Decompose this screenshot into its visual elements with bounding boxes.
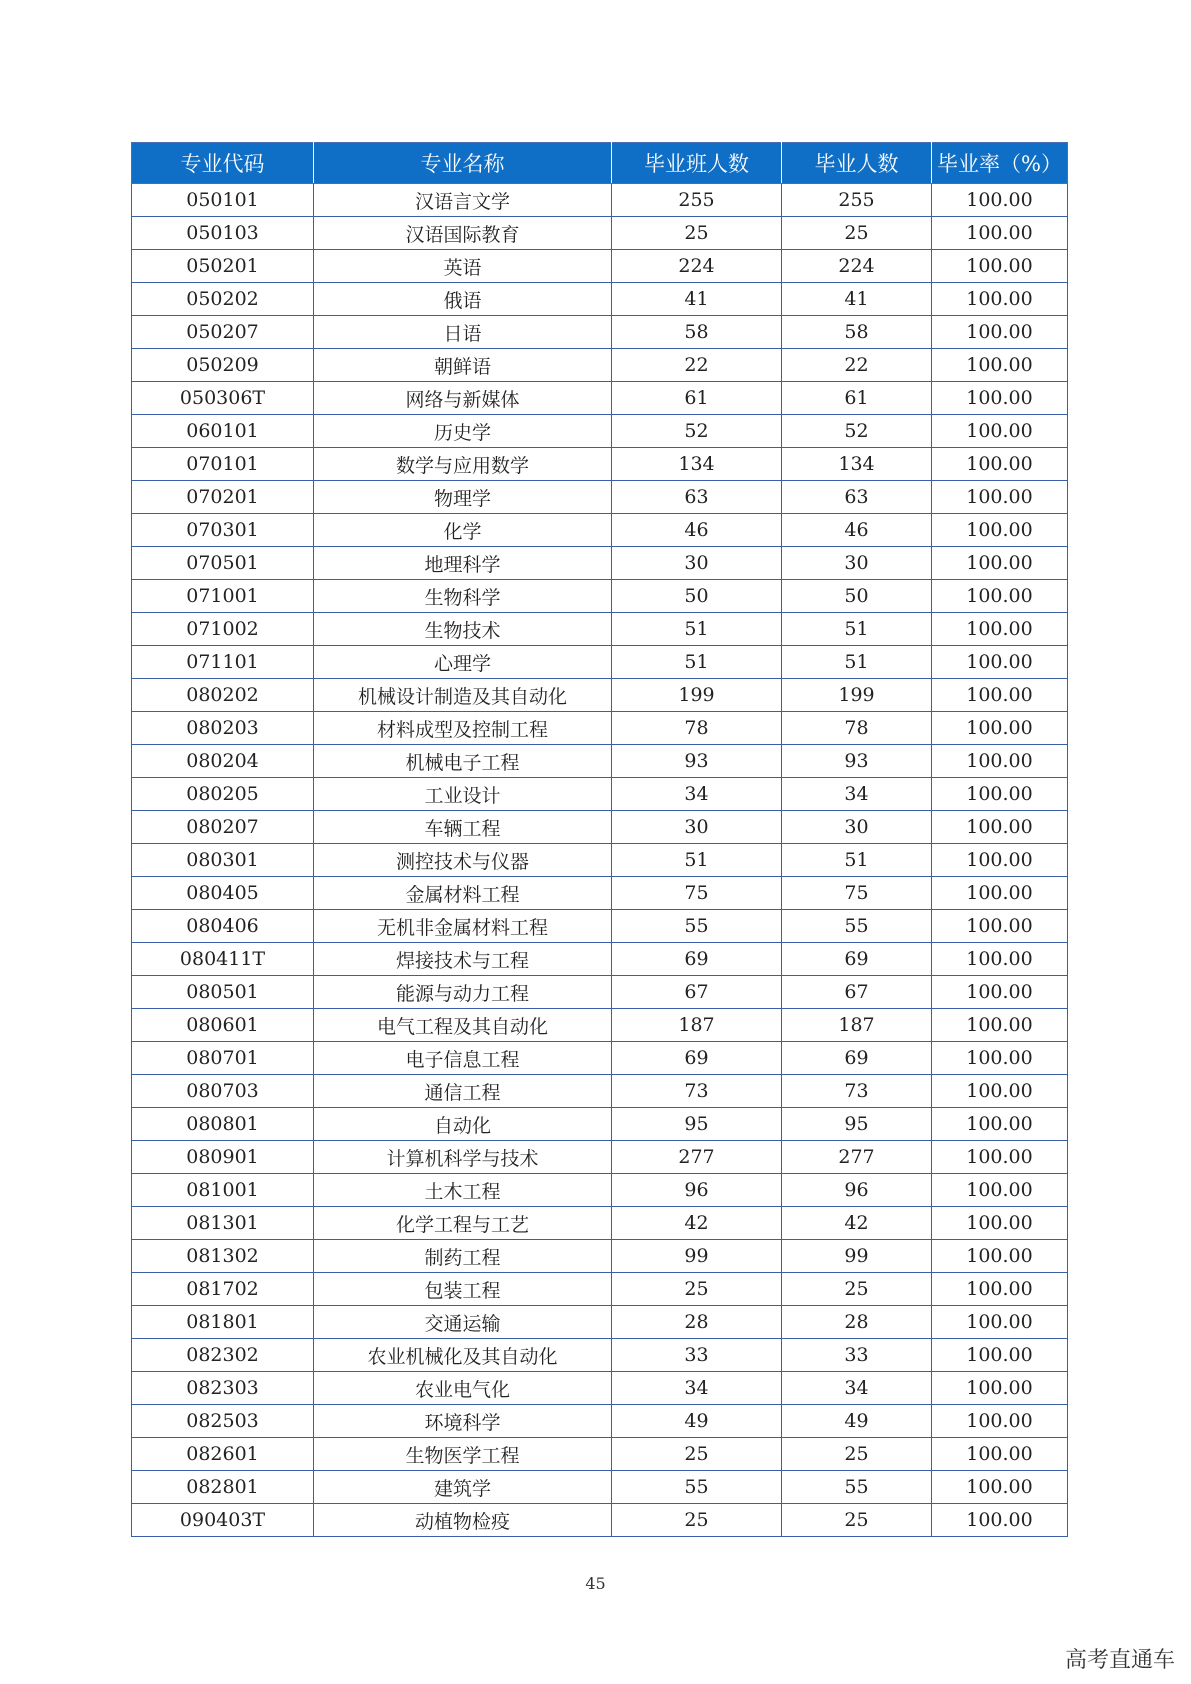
cell-class-count: 25 bbox=[612, 1273, 782, 1306]
table-row bbox=[132, 250, 1068, 283]
cell-graduate-count: 25 bbox=[782, 1273, 932, 1306]
cell-graduate-count: 28 bbox=[782, 1306, 932, 1339]
cell-class-count: 199 bbox=[612, 679, 782, 712]
table-row bbox=[132, 481, 1068, 514]
cell-class-count: 255 bbox=[612, 184, 782, 217]
cell-graduation-rate: 100.00 bbox=[932, 1174, 1068, 1207]
cell-major-name: 金属材料工程 bbox=[314, 877, 612, 910]
cell-graduate-count: 134 bbox=[782, 448, 932, 481]
cell-major-code: 071001 bbox=[132, 580, 314, 613]
table-row bbox=[132, 745, 1068, 778]
table-row bbox=[132, 646, 1068, 679]
cell-graduate-count: 51 bbox=[782, 646, 932, 679]
cell-graduate-count: 224 bbox=[782, 250, 932, 283]
table-row bbox=[132, 1108, 1068, 1141]
cell-class-count: 34 bbox=[612, 1372, 782, 1405]
cell-graduation-rate: 100.00 bbox=[932, 1207, 1068, 1240]
cell-major-name: 俄语 bbox=[314, 283, 612, 316]
cell-major-name: 机械设计制造及其自动化 bbox=[314, 679, 612, 712]
table-row bbox=[132, 547, 1068, 580]
cell-major-name: 电气工程及其自动化 bbox=[314, 1009, 612, 1042]
cell-major-code: 050207 bbox=[132, 316, 314, 349]
cell-graduate-count: 75 bbox=[782, 877, 932, 910]
cell-graduation-rate: 100.00 bbox=[932, 415, 1068, 448]
table-row bbox=[132, 1438, 1068, 1471]
cell-class-count: 33 bbox=[612, 1339, 782, 1372]
cell-graduation-rate: 100.00 bbox=[932, 778, 1068, 811]
cell-major-name: 动植物检疫 bbox=[314, 1504, 612, 1537]
cell-graduate-count: 78 bbox=[782, 712, 932, 745]
cell-class-count: 55 bbox=[612, 910, 782, 943]
graduation-rate-table bbox=[131, 142, 1068, 1537]
cell-graduate-count: 25 bbox=[782, 217, 932, 250]
cell-major-name: 建筑学 bbox=[314, 1471, 612, 1504]
cell-graduation-rate: 100.00 bbox=[932, 1273, 1068, 1306]
cell-graduate-count: 69 bbox=[782, 1042, 932, 1075]
cell-major-name: 化学 bbox=[314, 514, 612, 547]
cell-major-code: 081001 bbox=[132, 1174, 314, 1207]
table-row bbox=[132, 679, 1068, 712]
cell-graduate-count: 73 bbox=[782, 1075, 932, 1108]
table-row bbox=[132, 1273, 1068, 1306]
cell-graduation-rate: 100.00 bbox=[932, 646, 1068, 679]
cell-graduation-rate: 100.00 bbox=[932, 1240, 1068, 1273]
cell-graduation-rate: 100.00 bbox=[932, 1009, 1068, 1042]
cell-major-code: 050202 bbox=[132, 283, 314, 316]
table-row bbox=[132, 1372, 1068, 1405]
cell-class-count: 73 bbox=[612, 1075, 782, 1108]
cell-major-code: 050201 bbox=[132, 250, 314, 283]
table-row bbox=[132, 1207, 1068, 1240]
cell-class-count: 28 bbox=[612, 1306, 782, 1339]
cell-major-code: 080202 bbox=[132, 679, 314, 712]
table-row bbox=[132, 349, 1068, 382]
table-row bbox=[132, 580, 1068, 613]
cell-major-name: 汉语国际教育 bbox=[314, 217, 612, 250]
cell-major-name: 历史学 bbox=[314, 415, 612, 448]
cell-graduate-count: 199 bbox=[782, 679, 932, 712]
cell-major-name: 数学与应用数学 bbox=[314, 448, 612, 481]
cell-major-code: 050209 bbox=[132, 349, 314, 382]
cell-class-count: 277 bbox=[612, 1141, 782, 1174]
cell-graduation-rate: 100.00 bbox=[932, 316, 1068, 349]
cell-class-count: 51 bbox=[612, 844, 782, 877]
watermark-text: 高考直通车 bbox=[1064, 1648, 1175, 1673]
cell-major-name: 化学工程与工艺 bbox=[314, 1207, 612, 1240]
cell-major-name: 土木工程 bbox=[314, 1174, 612, 1207]
table-row bbox=[132, 514, 1068, 547]
cell-major-name: 制药工程 bbox=[314, 1240, 612, 1273]
cell-class-count: 30 bbox=[612, 547, 782, 580]
cell-class-count: 51 bbox=[612, 613, 782, 646]
cell-graduation-rate: 100.00 bbox=[932, 745, 1068, 778]
cell-major-code: 080204 bbox=[132, 745, 314, 778]
cell-class-count: 30 bbox=[612, 811, 782, 844]
table-row bbox=[132, 1471, 1068, 1504]
header-graduate-count: 毕业人数 bbox=[782, 143, 932, 184]
cell-major-name: 网络与新媒体 bbox=[314, 382, 612, 415]
cell-class-count: 49 bbox=[612, 1405, 782, 1438]
cell-class-count: 69 bbox=[612, 943, 782, 976]
table-body bbox=[132, 184, 1068, 1537]
cell-graduation-rate: 100.00 bbox=[932, 844, 1068, 877]
cell-major-code: 082801 bbox=[132, 1471, 314, 1504]
cell-class-count: 96 bbox=[612, 1174, 782, 1207]
cell-major-code: 070201 bbox=[132, 481, 314, 514]
cell-major-code: 050101 bbox=[132, 184, 314, 217]
table-row bbox=[132, 943, 1068, 976]
cell-major-name: 生物医学工程 bbox=[314, 1438, 612, 1471]
cell-graduate-count: 52 bbox=[782, 415, 932, 448]
cell-graduation-rate: 100.00 bbox=[932, 1075, 1068, 1108]
cell-graduate-count: 58 bbox=[782, 316, 932, 349]
cell-class-count: 58 bbox=[612, 316, 782, 349]
cell-major-name: 无机非金属材料工程 bbox=[314, 910, 612, 943]
cell-graduate-count: 42 bbox=[782, 1207, 932, 1240]
cell-major-code: 080301 bbox=[132, 844, 314, 877]
cell-graduation-rate: 100.00 bbox=[932, 910, 1068, 943]
cell-graduate-count: 49 bbox=[782, 1405, 932, 1438]
table-row bbox=[132, 415, 1068, 448]
cell-class-count: 67 bbox=[612, 976, 782, 1009]
cell-graduation-rate: 100.00 bbox=[932, 943, 1068, 976]
cell-major-code: 070501 bbox=[132, 547, 314, 580]
cell-graduate-count: 96 bbox=[782, 1174, 932, 1207]
cell-major-code: 080406 bbox=[132, 910, 314, 943]
cell-class-count: 224 bbox=[612, 250, 782, 283]
cell-graduate-count: 41 bbox=[782, 283, 932, 316]
cell-graduate-count: 25 bbox=[782, 1504, 932, 1537]
cell-major-code: 080203 bbox=[132, 712, 314, 745]
cell-class-count: 63 bbox=[612, 481, 782, 514]
cell-graduation-rate: 100.00 bbox=[932, 250, 1068, 283]
table-header bbox=[132, 143, 1068, 184]
cell-graduation-rate: 100.00 bbox=[932, 448, 1068, 481]
cell-major-code: 090403T bbox=[132, 1504, 314, 1537]
cell-graduate-count: 50 bbox=[782, 580, 932, 613]
cell-major-code: 082302 bbox=[132, 1339, 314, 1372]
cell-graduation-rate: 100.00 bbox=[932, 580, 1068, 613]
cell-major-code: 050306T bbox=[132, 382, 314, 415]
cell-graduate-count: 277 bbox=[782, 1141, 932, 1174]
cell-graduate-count: 255 bbox=[782, 184, 932, 217]
cell-major-code: 080901 bbox=[132, 1141, 314, 1174]
header-major-code: 专业代码 bbox=[132, 143, 314, 184]
cell-major-code: 050103 bbox=[132, 217, 314, 250]
cell-class-count: 41 bbox=[612, 283, 782, 316]
table-row bbox=[132, 1504, 1068, 1537]
cell-graduate-count: 51 bbox=[782, 613, 932, 646]
cell-graduate-count: 30 bbox=[782, 811, 932, 844]
cell-graduation-rate: 100.00 bbox=[932, 712, 1068, 745]
cell-major-code: 082303 bbox=[132, 1372, 314, 1405]
cell-graduation-rate: 100.00 bbox=[932, 184, 1068, 217]
cell-graduate-count: 61 bbox=[782, 382, 932, 415]
cell-graduation-rate: 100.00 bbox=[932, 217, 1068, 250]
cell-major-name: 车辆工程 bbox=[314, 811, 612, 844]
cell-class-count: 99 bbox=[612, 1240, 782, 1273]
cell-graduation-rate: 100.00 bbox=[932, 1108, 1068, 1141]
cell-graduation-rate: 100.00 bbox=[932, 1438, 1068, 1471]
cell-major-code: 081801 bbox=[132, 1306, 314, 1339]
cell-class-count: 50 bbox=[612, 580, 782, 613]
cell-major-code: 080207 bbox=[132, 811, 314, 844]
cell-major-name: 英语 bbox=[314, 250, 612, 283]
table-row bbox=[132, 1141, 1068, 1174]
cell-graduation-rate: 100.00 bbox=[932, 1471, 1068, 1504]
table-row bbox=[132, 910, 1068, 943]
cell-graduation-rate: 100.00 bbox=[932, 547, 1068, 580]
cell-major-name: 环境科学 bbox=[314, 1405, 612, 1438]
cell-major-name: 心理学 bbox=[314, 646, 612, 679]
cell-graduation-rate: 100.00 bbox=[932, 1339, 1068, 1372]
cell-major-code: 080703 bbox=[132, 1075, 314, 1108]
cell-major-code: 080701 bbox=[132, 1042, 314, 1075]
cell-graduation-rate: 100.00 bbox=[932, 382, 1068, 415]
cell-major-name: 生物技术 bbox=[314, 613, 612, 646]
table-row bbox=[132, 1240, 1068, 1273]
table-row bbox=[132, 1042, 1068, 1075]
table-row bbox=[132, 184, 1068, 217]
table-row bbox=[132, 1405, 1068, 1438]
cell-graduate-count: 34 bbox=[782, 1372, 932, 1405]
table-row bbox=[132, 1174, 1068, 1207]
cell-graduate-count: 95 bbox=[782, 1108, 932, 1141]
cell-graduation-rate: 100.00 bbox=[932, 1042, 1068, 1075]
table-row bbox=[132, 844, 1068, 877]
cell-graduate-count: 55 bbox=[782, 1471, 932, 1504]
cell-major-code: 070101 bbox=[132, 448, 314, 481]
cell-class-count: 52 bbox=[612, 415, 782, 448]
cell-major-name: 机械电子工程 bbox=[314, 745, 612, 778]
cell-major-code: 081702 bbox=[132, 1273, 314, 1306]
cell-graduate-count: 93 bbox=[782, 745, 932, 778]
cell-major-code: 070301 bbox=[132, 514, 314, 547]
table-row bbox=[132, 1009, 1068, 1042]
cell-major-code: 080405 bbox=[132, 877, 314, 910]
cell-graduation-rate: 100.00 bbox=[932, 349, 1068, 382]
cell-class-count: 51 bbox=[612, 646, 782, 679]
cell-graduate-count: 46 bbox=[782, 514, 932, 547]
header-graduation-rate: 毕业率（%） bbox=[932, 143, 1068, 184]
table-row bbox=[132, 778, 1068, 811]
cell-class-count: 34 bbox=[612, 778, 782, 811]
cell-major-name: 生物科学 bbox=[314, 580, 612, 613]
cell-major-code: 082601 bbox=[132, 1438, 314, 1471]
cell-graduate-count: 99 bbox=[782, 1240, 932, 1273]
cell-graduation-rate: 100.00 bbox=[932, 1372, 1068, 1405]
cell-graduation-rate: 100.00 bbox=[932, 976, 1068, 1009]
cell-major-name: 材料成型及控制工程 bbox=[314, 712, 612, 745]
table-row bbox=[132, 316, 1068, 349]
cell-graduate-count: 51 bbox=[782, 844, 932, 877]
cell-major-name: 测控技术与仪器 bbox=[314, 844, 612, 877]
cell-major-name: 工业设计 bbox=[314, 778, 612, 811]
cell-major-name: 农业电气化 bbox=[314, 1372, 612, 1405]
cell-major-name: 计算机科学与技术 bbox=[314, 1141, 612, 1174]
header-class-count: 毕业班人数 bbox=[612, 143, 782, 184]
graduation-table-container bbox=[131, 142, 1067, 1537]
cell-class-count: 25 bbox=[612, 217, 782, 250]
cell-graduate-count: 63 bbox=[782, 481, 932, 514]
cell-graduate-count: 22 bbox=[782, 349, 932, 382]
cell-major-code: 080205 bbox=[132, 778, 314, 811]
cell-major-code: 071002 bbox=[132, 613, 314, 646]
cell-major-name: 日语 bbox=[314, 316, 612, 349]
cell-major-code: 080801 bbox=[132, 1108, 314, 1141]
cell-class-count: 46 bbox=[612, 514, 782, 547]
cell-class-count: 25 bbox=[612, 1438, 782, 1471]
cell-graduate-count: 30 bbox=[782, 547, 932, 580]
cell-class-count: 187 bbox=[612, 1009, 782, 1042]
cell-graduation-rate: 100.00 bbox=[932, 613, 1068, 646]
cell-class-count: 42 bbox=[612, 1207, 782, 1240]
cell-class-count: 25 bbox=[612, 1504, 782, 1537]
cell-graduation-rate: 100.00 bbox=[932, 811, 1068, 844]
table-row bbox=[132, 1075, 1068, 1108]
cell-major-name: 包装工程 bbox=[314, 1273, 612, 1306]
cell-major-name: 农业机械化及其自动化 bbox=[314, 1339, 612, 1372]
cell-graduation-rate: 100.00 bbox=[932, 877, 1068, 910]
cell-graduation-rate: 100.00 bbox=[932, 1306, 1068, 1339]
cell-major-code: 080411T bbox=[132, 943, 314, 976]
table-row bbox=[132, 283, 1068, 316]
table-row bbox=[132, 448, 1068, 481]
cell-major-code: 071101 bbox=[132, 646, 314, 679]
table-row bbox=[132, 1339, 1068, 1372]
cell-major-code: 081301 bbox=[132, 1207, 314, 1240]
cell-graduate-count: 25 bbox=[782, 1438, 932, 1471]
cell-class-count: 95 bbox=[612, 1108, 782, 1141]
cell-graduate-count: 187 bbox=[782, 1009, 932, 1042]
cell-class-count: 75 bbox=[612, 877, 782, 910]
cell-major-name: 朝鲜语 bbox=[314, 349, 612, 382]
table-header-row bbox=[132, 143, 1068, 184]
cell-class-count: 22 bbox=[612, 349, 782, 382]
cell-class-count: 78 bbox=[612, 712, 782, 745]
cell-graduation-rate: 100.00 bbox=[932, 481, 1068, 514]
cell-major-code: 080501 bbox=[132, 976, 314, 1009]
cell-major-code: 082503 bbox=[132, 1405, 314, 1438]
cell-major-name: 能源与动力工程 bbox=[314, 976, 612, 1009]
cell-class-count: 61 bbox=[612, 382, 782, 415]
header-major-name: 专业名称 bbox=[314, 143, 612, 184]
cell-graduate-count: 67 bbox=[782, 976, 932, 1009]
cell-graduation-rate: 100.00 bbox=[932, 283, 1068, 316]
cell-class-count: 134 bbox=[612, 448, 782, 481]
table-row bbox=[132, 976, 1068, 1009]
cell-major-name: 通信工程 bbox=[314, 1075, 612, 1108]
cell-major-name: 交通运输 bbox=[314, 1306, 612, 1339]
page-number: 45 bbox=[585, 1574, 606, 1593]
table-row bbox=[132, 811, 1068, 844]
cell-graduation-rate: 100.00 bbox=[932, 679, 1068, 712]
cell-major-code: 080601 bbox=[132, 1009, 314, 1042]
cell-major-code: 081302 bbox=[132, 1240, 314, 1273]
cell-graduation-rate: 100.00 bbox=[932, 514, 1068, 547]
cell-major-name: 自动化 bbox=[314, 1108, 612, 1141]
cell-graduate-count: 55 bbox=[782, 910, 932, 943]
cell-graduation-rate: 100.00 bbox=[932, 1405, 1068, 1438]
cell-major-code: 060101 bbox=[132, 415, 314, 448]
table-row bbox=[132, 712, 1068, 745]
cell-major-name: 地理科学 bbox=[314, 547, 612, 580]
cell-graduate-count: 33 bbox=[782, 1339, 932, 1372]
cell-class-count: 55 bbox=[612, 1471, 782, 1504]
cell-major-name: 焊接技术与工程 bbox=[314, 943, 612, 976]
table-row bbox=[132, 613, 1068, 646]
table-row bbox=[132, 382, 1068, 415]
cell-major-name: 汉语言文学 bbox=[314, 184, 612, 217]
cell-graduate-count: 69 bbox=[782, 943, 932, 976]
cell-major-name: 物理学 bbox=[314, 481, 612, 514]
table-row bbox=[132, 1306, 1068, 1339]
cell-class-count: 93 bbox=[612, 745, 782, 778]
table-row bbox=[132, 877, 1068, 910]
cell-graduation-rate: 100.00 bbox=[932, 1504, 1068, 1537]
cell-graduation-rate: 100.00 bbox=[932, 1141, 1068, 1174]
cell-class-count: 69 bbox=[612, 1042, 782, 1075]
cell-major-name: 电子信息工程 bbox=[314, 1042, 612, 1075]
table-row bbox=[132, 217, 1068, 250]
cell-graduate-count: 34 bbox=[782, 778, 932, 811]
